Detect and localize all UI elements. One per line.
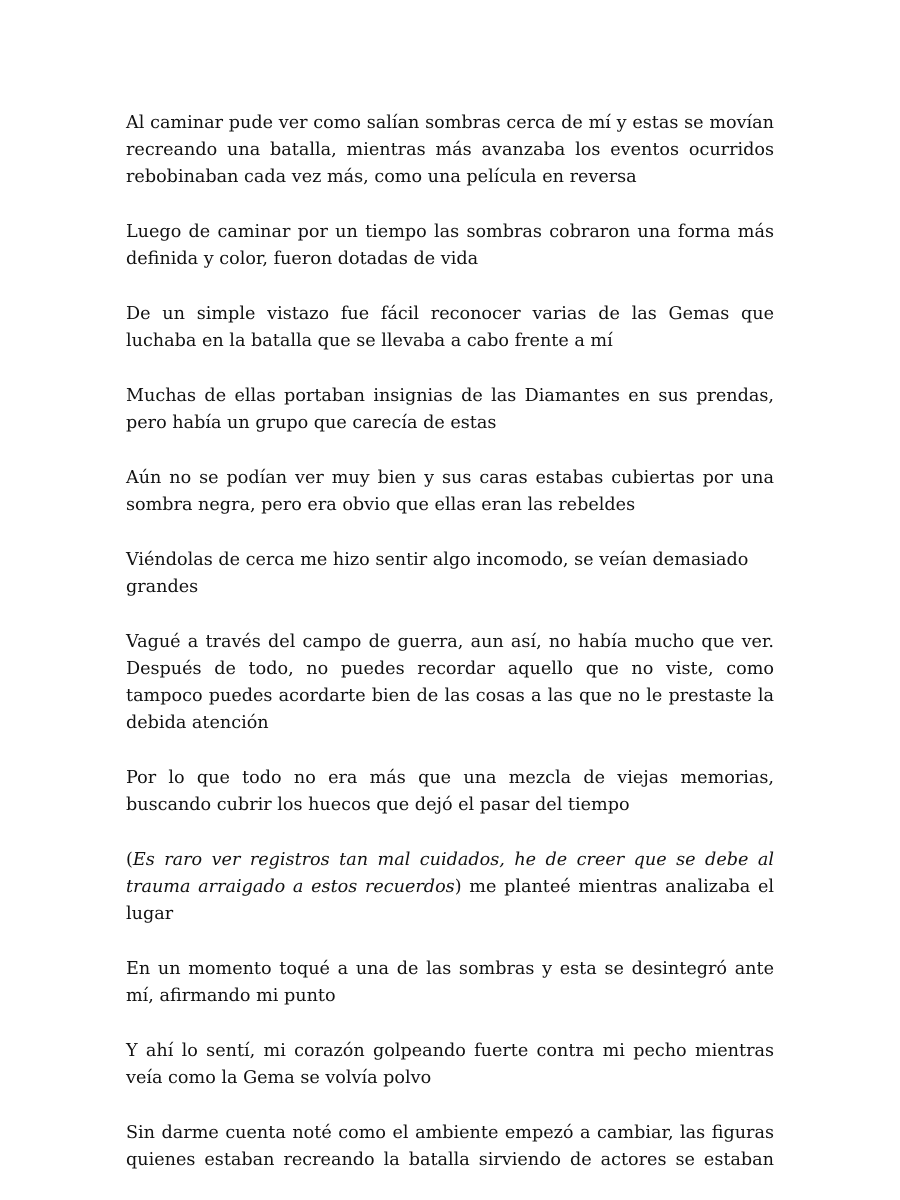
paragraph-8: Por lo que todo no era más que una mezcla de viejas memorias, buscando cubrir los huecos que dejó el pasar del tiempo xyxy=(126,768,774,815)
paragraph-6: Viéndolas de cerca me hizo sentir algo incomodo, se veían demasiado grandes xyxy=(126,550,749,597)
paragraph-9-italic-thought: Es raro ver registros tan mal cuidados, he de creer que se debe al trauma arraigado a estos recuerdos xyxy=(126,850,774,897)
document-page xyxy=(126,110,774,1174)
paragraph-9-rest: ) me planteé mientras analizaba el lugar xyxy=(126,877,774,924)
paragraph-9 xyxy=(126,847,774,928)
paragraph-12: Sin darme cuenta noté como el ambiente empezó a cambiar, las figuras quienes estaban recreando la batalla sirviendo de actores se estaban xyxy=(126,1123,774,1170)
paragraph-2: Luego de caminar por un tiempo las sombras cobraron una forma más definida y color, fueron dotadas de vida xyxy=(126,222,774,269)
paragraph-5: Aún no se podían ver muy bien y sus caras estabas cubiertas por una sombra negra, pero era obvio que ellas eran las rebeldes xyxy=(126,468,774,515)
paragraph-7: Vagué a través del campo de guerra, aun así, no había mucho que ver. Después de todo, no puedes recordar aquello que no viste, como tampoco puedes acordarte bien de las cosas a las que no le prestaste la debida atención xyxy=(126,632,774,733)
paragraph-10: En un momento toqué a una de las sombras y esta se desintegró ante mí, afirmando mi punto xyxy=(126,959,774,1006)
paragraph-11: Y ahí lo sentí, mi corazón golpeando fuerte contra mi pecho mientras veía como la Gema se volvía polvo xyxy=(126,1041,774,1088)
paragraph-3: De un simple vistazo fue fácil reconocer varias de las Gemas que luchaba en la batalla que se llevaba a cabo frente a mí xyxy=(126,304,774,351)
paragraph-9-open-paren: ( xyxy=(126,850,133,870)
paragraph-4: Muchas de ellas portaban insignias de las Diamantes en sus prendas, pero había un grupo que carecía de estas xyxy=(126,386,774,433)
paragraph-1: Al caminar pude ver como salían sombras cerca de mí y estas se movían recreando una batalla, mientras más avanzaba los eventos ocurridos rebobinaban cada vez más, como una película en reversa xyxy=(126,113,774,187)
